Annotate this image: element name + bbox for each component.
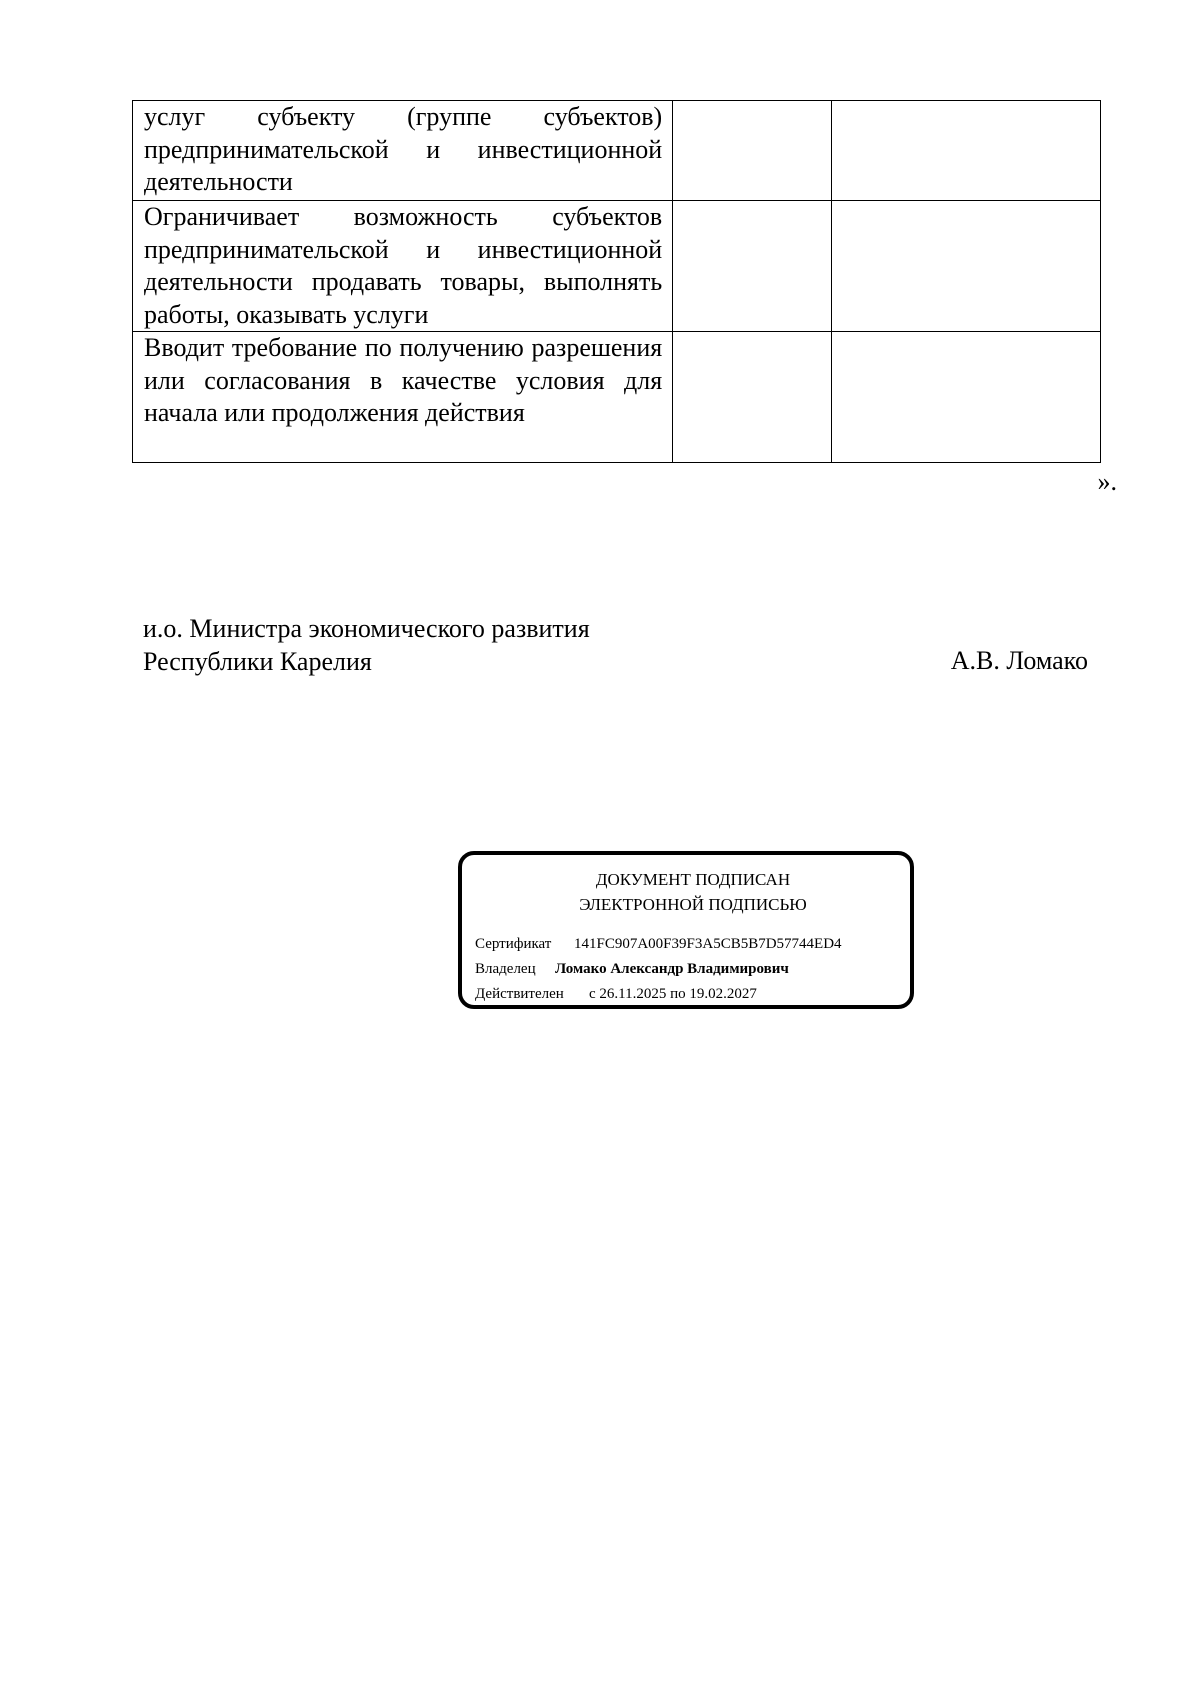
electronic-signature-stamp: [458, 851, 914, 1009]
table-cell-empty: [673, 101, 832, 201]
signatory-position: [143, 613, 590, 678]
table-cell-empty: [831, 101, 1100, 201]
certificate-value: 141FC907A00F39F3A5CB5B7D57744ED4: [574, 936, 842, 952]
table-cell-empty: [673, 201, 832, 332]
criterion-text: Вводит требование по получению разрешения или согласования в качестве условия для начала или продолжения действия: [144, 333, 663, 427]
criterion-cell: [133, 101, 673, 201]
position-line: Республики Карелия: [143, 646, 372, 676]
stamp-title: [462, 868, 910, 917]
certificate-label: Сертификат: [475, 936, 552, 952]
table-row: [133, 332, 1101, 463]
signatory-name: А.В. Ломако: [950, 646, 1088, 675]
owner-value: Ломако Александр Владимирович: [555, 961, 789, 977]
validity-value: с 26.11.2025 по 19.02.2027: [589, 986, 757, 1002]
owner-label: Владелец: [475, 961, 536, 977]
stamp-title-line: ДОКУМЕНТ ПОДПИСАН: [595, 870, 791, 889]
table-cell-empty: [673, 332, 832, 463]
criterion-text: услуг субъекту (группе субъектов) предпринимательской и инвестиционной деятельности: [144, 102, 663, 196]
criterion-text: Ограничивает возможность субъектов предпринимательской и инвестиционной деятельности продавать товары, выполнять работы, оказывать услуги: [144, 202, 663, 329]
closing-quote: ».: [1097, 467, 1117, 496]
stamp-title-line: ЭЛЕКТРОННОЙ ПОДПИСЬЮ: [579, 894, 807, 914]
criteria-table: [132, 100, 1101, 463]
criterion-cell: [133, 332, 673, 463]
criterion-cell: [133, 201, 673, 332]
owner-row: [475, 960, 789, 978]
table-row: [133, 101, 1101, 201]
position-line: и.о. Министра экономического развития: [143, 614, 590, 643]
validity-label: Действителен: [475, 986, 564, 1002]
table-row: [133, 201, 1101, 332]
certificate-row: [475, 935, 842, 953]
validity-row: [475, 985, 757, 1003]
table-cell-empty: [831, 332, 1100, 463]
table-cell-empty: [831, 201, 1100, 332]
